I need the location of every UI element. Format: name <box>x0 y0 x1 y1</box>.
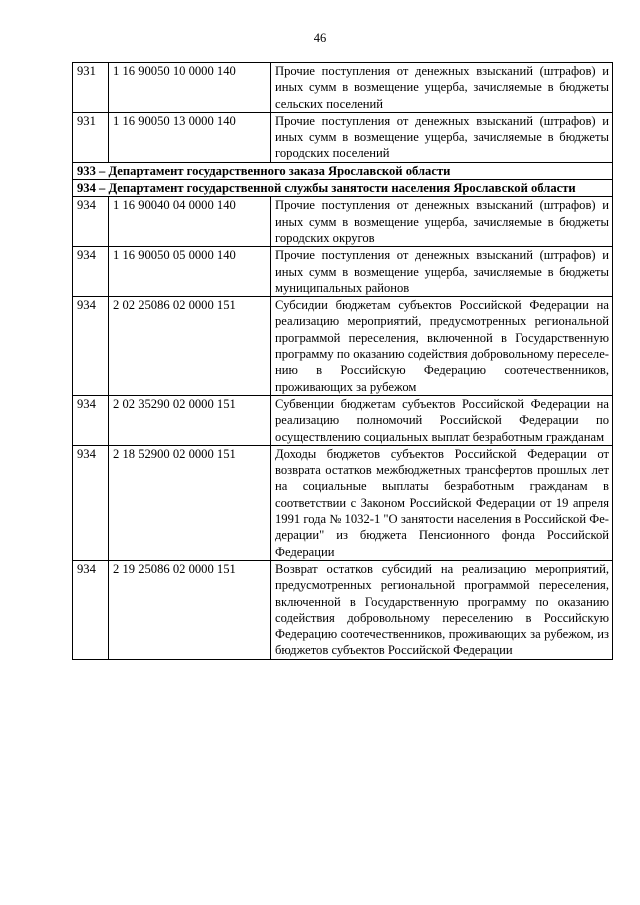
section-heading <box>73 180 613 197</box>
income-code-cell: 2 02 25086 02 0000 151 <box>109 297 271 396</box>
income-code-cell: 2 18 52900 02 0000 151 <box>109 445 271 560</box>
description-cell: Прочие поступления от денежных взысканий (штрафов) и иных сумм в возмещение ущерба, зачисляемые в бюджеты муниципальных районов <box>271 247 613 297</box>
table-body <box>73 63 613 660</box>
section-row <box>73 180 613 197</box>
description-cell: Прочие поступления от денежных взысканий (штрафов) и иных сумм в возмещение ущерба, зачисляемые в бюджеты сельских поселений <box>271 63 613 113</box>
income-code-cell: 2 02 35290 02 0000 151 <box>109 395 271 445</box>
admin-code-cell: 934 <box>73 395 109 445</box>
table-row <box>73 112 613 162</box>
admin-code-cell: 934 <box>73 560 109 659</box>
table-row <box>73 197 613 247</box>
table-row <box>73 63 613 113</box>
income-code-cell: 1 16 90050 10 0000 140 <box>109 63 271 113</box>
income-code-cell: 1 16 90050 13 0000 140 <box>109 112 271 162</box>
description-cell: Доходы бюджетов субъектов Российской Федерации от возврата остатков межбюджетных трансфертов прошлых лет на социальные выплаты безработным гражданам в соответствии с Законом Российской Федерации от 19 апреля 1991 года № 1032-1 "О занятости населения в Российской Федерации" из бюджета Пенсионного фонда Российской Федерации <box>271 445 613 560</box>
table-row <box>73 395 613 445</box>
budget-classification-table <box>72 62 613 660</box>
admin-code-cell: 934 <box>73 197 109 247</box>
table-row <box>73 297 613 396</box>
description-cell: Субсидии бюджетам субъектов Российской Федерации на реализацию мероприятий, предусмотренных региональной программой переселения, включенной в Государственную программу по оказанию содействия добровольному переселению в Российскую Федерацию соотечественников, проживающих за рубежом <box>271 297 613 396</box>
table-row <box>73 560 613 659</box>
section-heading <box>73 162 613 179</box>
admin-code-cell: 931 <box>73 112 109 162</box>
income-code-cell: 1 16 90050 05 0000 140 <box>109 247 271 297</box>
description-cell: Прочие поступления от денежных взысканий (штрафов) и иных сумм в возмещение ущерба, зачисляемые в бюджеты городских поселений <box>271 112 613 162</box>
table-row <box>73 247 613 297</box>
section-heading-text: 934 – Департамент государственной службы занятости населения Ярославской области <box>77 181 576 196</box>
admin-code-cell: 934 <box>73 247 109 297</box>
section-heading-text: 933 – Департамент государственного заказа Ярославской области <box>77 163 451 178</box>
description-cell: Прочие поступления от денежных взысканий (штрафов) и иных сумм в возмещение ущерба, зачисляемые в бюджеты городских округов <box>271 197 613 247</box>
page-number: 46 <box>313 31 327 45</box>
admin-code-cell: 934 <box>73 445 109 560</box>
description-cell: Субвенции бюджетам субъектов Российской Федерации на реализацию полномочий Российской Федерации по осуществлению социальных выплат безработным гражданам <box>271 395 613 445</box>
section-row <box>73 162 613 179</box>
income-code-cell: 2 19 25086 02 0000 151 <box>109 560 271 659</box>
admin-code-cell: 931 <box>73 63 109 113</box>
admin-code-cell: 934 <box>73 297 109 396</box>
table-row <box>73 445 613 560</box>
description-cell: Возврат остатков субсидий на реализацию мероприятий, предусмотренных региональной программой переселения, включенной в Государственную программу по оказанию содействия добровольному переселению в Российскую Федерацию соотечественников, проживающих за рубежом, из бюджетов субъектов Российской Федерации <box>271 560 613 659</box>
income-code-cell: 1 16 90040 04 0000 140 <box>109 197 271 247</box>
